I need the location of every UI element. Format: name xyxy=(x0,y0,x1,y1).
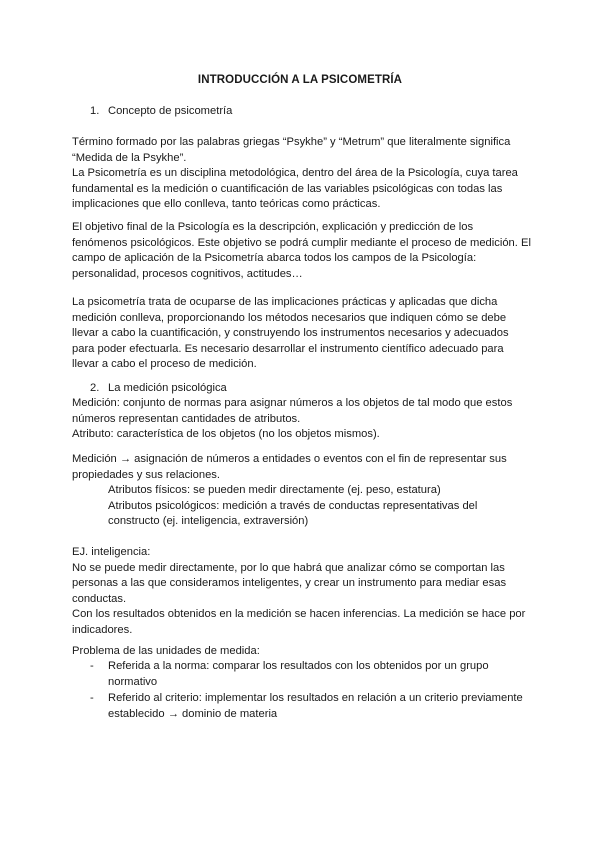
text-line: Referida a la norma: comparar los resultados con los obtenidos por un grupo xyxy=(108,660,489,672)
text-line: No se puede medir directamente, por lo que habrá que analizar cómo se comportan las xyxy=(72,561,505,574)
text-line: Atributos psicológicos: medición a través de conductas representativas del xyxy=(108,499,478,512)
attributes-block xyxy=(108,483,548,530)
section-2-number: 2. xyxy=(90,382,100,394)
text-line: establecido → dominio de materia xyxy=(108,707,278,720)
text-line: implicaciones que ello conlleva, tanto teóricas como prácticas. xyxy=(72,198,381,211)
text-line: El objetivo final de la Psicología es la descripción, explicación y predicción de los xyxy=(72,221,474,233)
text-line: personalidad, procesos cognitivos, actitudes… xyxy=(72,267,303,280)
text-line: números representan cantidades de atributos. xyxy=(72,412,301,425)
text-line: propiedades y sus relaciones. xyxy=(72,468,221,481)
text-line: llevar a cabo la cuantificación, y construyendo los instrumentos necesarios y adecuados xyxy=(72,327,509,340)
text-line: medición conlleva, proporcionando los métodos necesarios que indiquen cómo se debe xyxy=(72,311,507,324)
text-line: indicadores. xyxy=(72,623,133,636)
text-line: Medición: conjunto de normas para asignar números a los objetos de tal modo que estos xyxy=(72,397,513,409)
units-problem-heading xyxy=(72,644,542,660)
page-title: INTRODUCCIÓN A LA PSICOMETRÍA xyxy=(197,74,403,86)
section-2-title: La medición psicológica xyxy=(108,382,227,394)
text-line: personas a las que consideramos inteligentes, y crear un instrumento para mediar esas xyxy=(72,577,507,590)
section-1-heading xyxy=(90,104,232,120)
section-1-number: 1. xyxy=(90,105,100,117)
example-block xyxy=(72,545,542,639)
text-line: fundamental es la medición o cuantificación de las variables psicológicas con todas las xyxy=(72,182,503,195)
text-line: Con los resultados obtenidos en la medición se hacen inferencias. La medición se hace por xyxy=(72,608,526,621)
text-line: constructo (ej. inteligencia, extraversión) xyxy=(108,515,309,528)
section-1-paragraph-2 xyxy=(72,220,542,282)
text-line: para poder efectuarla. Es necesario desarrollar el instrumento científico adecuado para xyxy=(72,342,504,355)
text-line: La psicometría trata de ocuparse de las implicaciones prácticas y aplicadas que dicha xyxy=(72,296,498,308)
definitions-block xyxy=(72,396,542,443)
section-1-title: Concepto de psicometría xyxy=(108,105,233,117)
text-line: Término formado por las palabras griegas “Psykhe” y “Metrum” que literalmente significa xyxy=(72,136,511,148)
text-line: fenómenos psicológicos. Este objetivo se podrá cumplir mediante el proceso de medición. El xyxy=(72,236,531,249)
section-1-paragraph-1 xyxy=(72,135,542,213)
bullet-dash: - xyxy=(90,660,94,672)
text-line: EJ. inteligencia: xyxy=(72,546,151,558)
text-line: Medición → asignación de números a entidades o eventos con el fin de representar sus xyxy=(72,453,507,465)
text-line: Referido al criterio: implementar los resultados en relación a un criterio previamente xyxy=(108,692,523,705)
text-line: Atributos físicos: se pueden medir directamente (ej. peso, estatura) xyxy=(108,484,441,496)
text-line: La Psicometría es un disciplina metodológica, dentro del área de la Psicología, cuya tarea xyxy=(72,167,518,180)
text-line: Problema de las unidades de medida: xyxy=(72,645,260,657)
units-problem-list xyxy=(90,659,550,723)
section-1-paragraph-3 xyxy=(72,295,542,373)
text-line: conductas. xyxy=(72,592,127,605)
list-item xyxy=(90,691,550,722)
measurement-definition xyxy=(72,452,542,483)
section-2-heading xyxy=(90,381,227,397)
text-line: “Medida de la Psykhe”. xyxy=(72,151,187,164)
text-line: llevar a cabo el proceso de medición. xyxy=(72,358,257,371)
bullet-dash: - xyxy=(90,692,94,705)
text-line: normativo xyxy=(108,675,158,688)
list-item xyxy=(90,659,550,690)
text-line: Atributo: característica de los objetos (no los objetos mismos). xyxy=(72,428,380,441)
text-line: campo de aplicación de la Psicometría abarca todos los campos de la Psicología: xyxy=(72,252,477,265)
